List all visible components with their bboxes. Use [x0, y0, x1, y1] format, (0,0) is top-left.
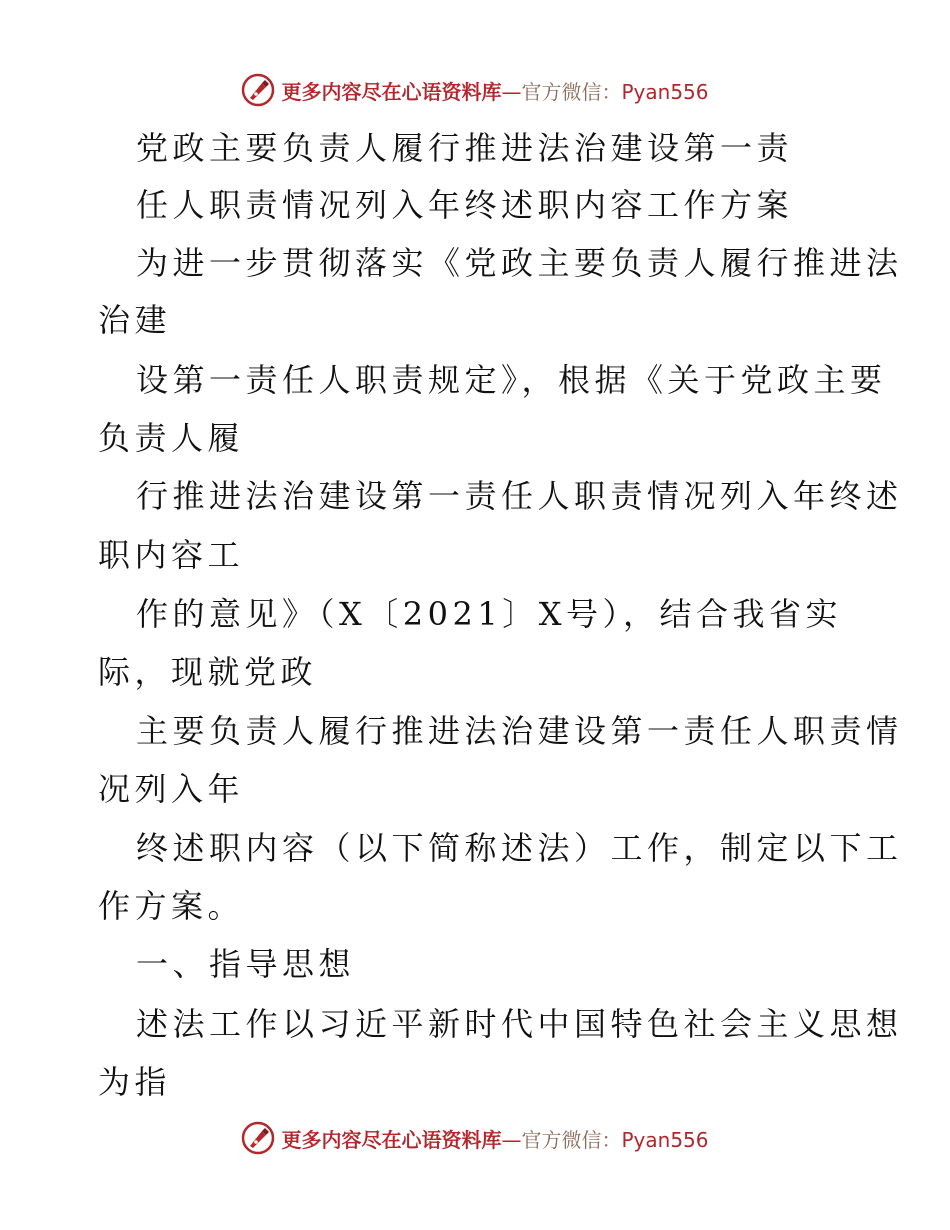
watermark-handle: Pyan556 — [621, 1127, 709, 1152]
paragraph-line: 行推进法治建设第一责任人职责情况列入年终述 — [136, 477, 903, 515]
paragraph-line: 况列入年 — [98, 770, 245, 808]
pen-nib-logo-icon — [241, 1121, 275, 1155]
paragraph-line: 为指 — [98, 1063, 172, 1101]
section-heading: 一、指导思想 — [136, 945, 356, 983]
paragraph-line: 设第一责任人职责规定》，根据《关于党政主要 — [136, 361, 887, 399]
paragraph-line: 际，现就党政 — [98, 653, 318, 691]
paragraph-line: 主要负责人履行推进法治建设第一责任人职责情 — [136, 712, 903, 750]
doc-title-line-1: 党政主要负责人履行推进法治建设第一责 — [136, 129, 794, 167]
paragraph-line: 职内容工 — [98, 536, 245, 574]
paragraph-line: 述法工作以习近平新时代中国特色社会主义思想 — [136, 1005, 903, 1043]
paragraph-line: 终述职内容（以下简称述法）工作，制定以下工 — [136, 829, 903, 867]
watermark-label: 官方微信： — [521, 1127, 622, 1152]
watermark-dash: — — [501, 1127, 522, 1152]
paragraph-line: 作的意见》（X〔2021〕X号），结合我省实 — [136, 595, 843, 633]
doc-title-line-2: 任人职责情况列入年终述职内容工作方案 — [136, 186, 794, 224]
watermark-site: 更多内容尽在心语资料库 — [281, 79, 502, 104]
watermark-text — [281, 1124, 708, 1153]
watermark-label: 官方微信： — [521, 79, 622, 104]
watermark-handle: Pyan556 — [621, 79, 709, 104]
paragraph-line: 治建 — [98, 301, 172, 339]
watermark-site: 更多内容尽在心语资料库 — [281, 1127, 502, 1152]
watermark-dash: — — [501, 79, 522, 104]
paragraph-line: 为进一步贯彻落实《党政主要负责人履行推进法 — [136, 244, 903, 282]
footer-watermark — [0, 1118, 950, 1158]
paragraph-line: 负责人履 — [98, 419, 245, 457]
paragraph-line: 作方案。 — [98, 887, 245, 925]
